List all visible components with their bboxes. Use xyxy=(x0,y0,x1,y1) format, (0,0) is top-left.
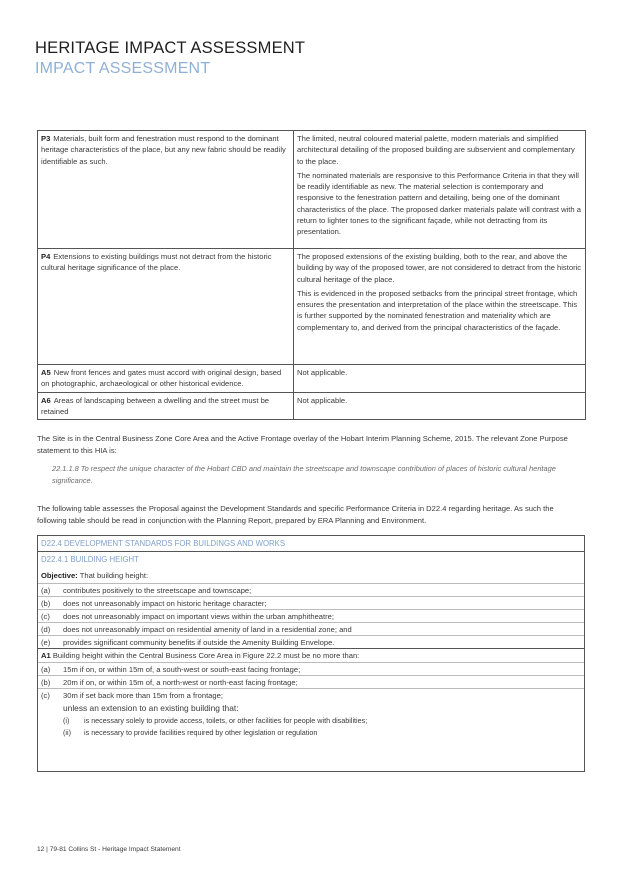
standards-header: D22.4 DEVELOPMENT STANDARDS FOR BUILDINGS AND WORKS xyxy=(38,536,584,552)
list-marker: (a) xyxy=(41,664,51,674)
response-text: The proposed extensions of the existing building, both to the rear, and above the building by way of the proposed tower, are not considered to detract from the historic cultural heritage of the place. xyxy=(297,252,582,284)
table-row xyxy=(38,365,586,393)
requirement-text: Areas of landscaping between a dwelling and the street must be retained xyxy=(41,395,270,416)
list-text: 20m if on, or within 15m of, a north-west or north-east facing frontage; xyxy=(63,677,298,687)
page-subtitle: IMPACT ASSESSMENT xyxy=(35,60,211,77)
standards-subheader: D22.4.1 BUILDING HEIGHT xyxy=(41,555,139,564)
list-item xyxy=(38,675,584,688)
objective xyxy=(38,567,584,583)
zone-purpose-quote: 22.1.1.8 To respect the unique character of the Hobart CBD and maintain the streetscape and townscape contribution of places of historic cultural heritage significance. xyxy=(52,464,556,485)
response-cell xyxy=(294,365,586,393)
table-row xyxy=(38,249,586,365)
list-marker: (i) xyxy=(63,716,70,725)
response-text: The nominated materials are responsive to this Performance Criteria in that they will be readily identifiable as new. The material selection is contemporary and responsive to the fenestration pattern and detailing, being one of the dominant characteristics of the place. The proposed darker materials palate will contrast with a return to lighter tones to the significant façade, while not detracting from its presentation. xyxy=(297,170,581,237)
standards-table xyxy=(37,535,585,772)
table-row xyxy=(38,392,586,420)
list-marker: (c) xyxy=(41,611,50,621)
sub-list-item xyxy=(38,715,584,727)
unless-text: unless an extension to an existing building that: xyxy=(63,703,239,713)
list-marker: (c) xyxy=(41,690,50,700)
list-marker: (d) xyxy=(41,624,51,634)
response-text: This is evidenced in the proposed setbacks from the principal street frontage, which ensures the presentation and interpretation of the place within the streetscape. This is further supported by the nominated fenestration and materiality which are complementary to, and derived from the principal characteristics of the façade. xyxy=(297,288,578,332)
table-row xyxy=(38,131,586,249)
requirement-cell xyxy=(38,131,294,249)
list-marker: (a) xyxy=(41,585,51,595)
criterion-code: A6 xyxy=(41,395,51,405)
list-item xyxy=(38,662,584,675)
response-text: The limited, neutral coloured material palette, modern materials and simplified architectural detailing of the proposed building are subservient and complementary to the place. xyxy=(297,134,575,166)
list-text: is necessary to provide facilities required by other legislation or regulation xyxy=(84,728,318,737)
acceptable-solution-a1 xyxy=(38,648,584,662)
response-text: Not applicable. xyxy=(297,368,348,377)
objective-text: That building height: xyxy=(79,571,149,580)
list-text: does not unreasonably impact on historic heritage character; xyxy=(63,598,267,608)
requirement-cell xyxy=(38,249,294,365)
criterion-code: P4 xyxy=(41,252,51,261)
requirement-cell xyxy=(38,365,294,393)
list-item xyxy=(38,688,584,701)
list-text: does not unreasonably impact on important views within the urban amphitheatre; xyxy=(63,611,334,621)
response-cell xyxy=(294,249,586,365)
criterion-code: A5 xyxy=(41,368,51,377)
body-paragraph: The Site is in the Central Business Zone Core Area and the Active Frontage overlay of the Hobart Interim Planning Scheme, 2015. The relevant Zone Purpose statement to this HIA is: xyxy=(37,434,568,455)
list-marker: (b) xyxy=(41,598,51,608)
requirement-cell xyxy=(38,392,294,420)
requirement-text: New front fences and gates must accord with original design, based on photographic, archaeological or other historical evidence. xyxy=(41,368,282,389)
list-marker: (ii) xyxy=(63,728,71,737)
list-text: does not unreasonably impact on residential amenity of land in a residential zone; and xyxy=(63,624,352,634)
list-text: is necessary solely to provide access, toilets, or other facilities for people with disabilities; xyxy=(84,716,368,725)
list-marker: (b) xyxy=(41,677,51,687)
list-item xyxy=(38,622,584,635)
list-item xyxy=(38,583,584,596)
criterion-code: A1 xyxy=(41,651,51,660)
requirement-text: Materials, built form and fenestration must respond to the dominant heritage characteristics of the place, but any new fabric should be readily identifiable as such. xyxy=(41,134,286,166)
list-marker: (e) xyxy=(41,637,51,647)
list-text: provides significant community benefits if outside the Amenity Building Envelope. xyxy=(63,637,335,647)
criteria-table xyxy=(37,130,586,420)
list-text: contributes positively to the streetscape and townscape; xyxy=(63,585,252,595)
sub-list-item xyxy=(38,727,584,739)
page-footer: 12 | 79-81 Collins St - Heritage Impact Statement xyxy=(37,846,181,853)
list-item xyxy=(38,635,584,648)
list-item xyxy=(38,596,584,609)
list-text: 30m if set back more than 15m from a frontage; xyxy=(63,690,223,700)
response-text: Not applicable. xyxy=(297,395,348,405)
objective-label: Objective: xyxy=(41,571,78,580)
body-paragraph: The following table assesses the Proposal against the Development Standards and specific Performance Criteria in D22.4 regarding heritage. As such the following table should be read in conjunction with the Planning Report, prepared by ERA Planning and Environment. xyxy=(37,504,554,525)
response-cell xyxy=(294,131,586,249)
criterion-code: P3 xyxy=(41,134,51,143)
a1-text: Building height within the Central Business Core Area in Figure 22.2 must be no more than: xyxy=(52,651,360,660)
list-item xyxy=(38,609,584,622)
requirement-text: Extensions to existing buildings must not detract from the historic cultural heritage significance of the place. xyxy=(41,252,272,273)
page-title: HERITAGE IMPACT ASSESSMENT xyxy=(35,39,306,57)
response-cell xyxy=(294,392,586,420)
list-text: 15m if on, or within 15m of, a south-west or south-east facing frontage; xyxy=(63,664,301,674)
